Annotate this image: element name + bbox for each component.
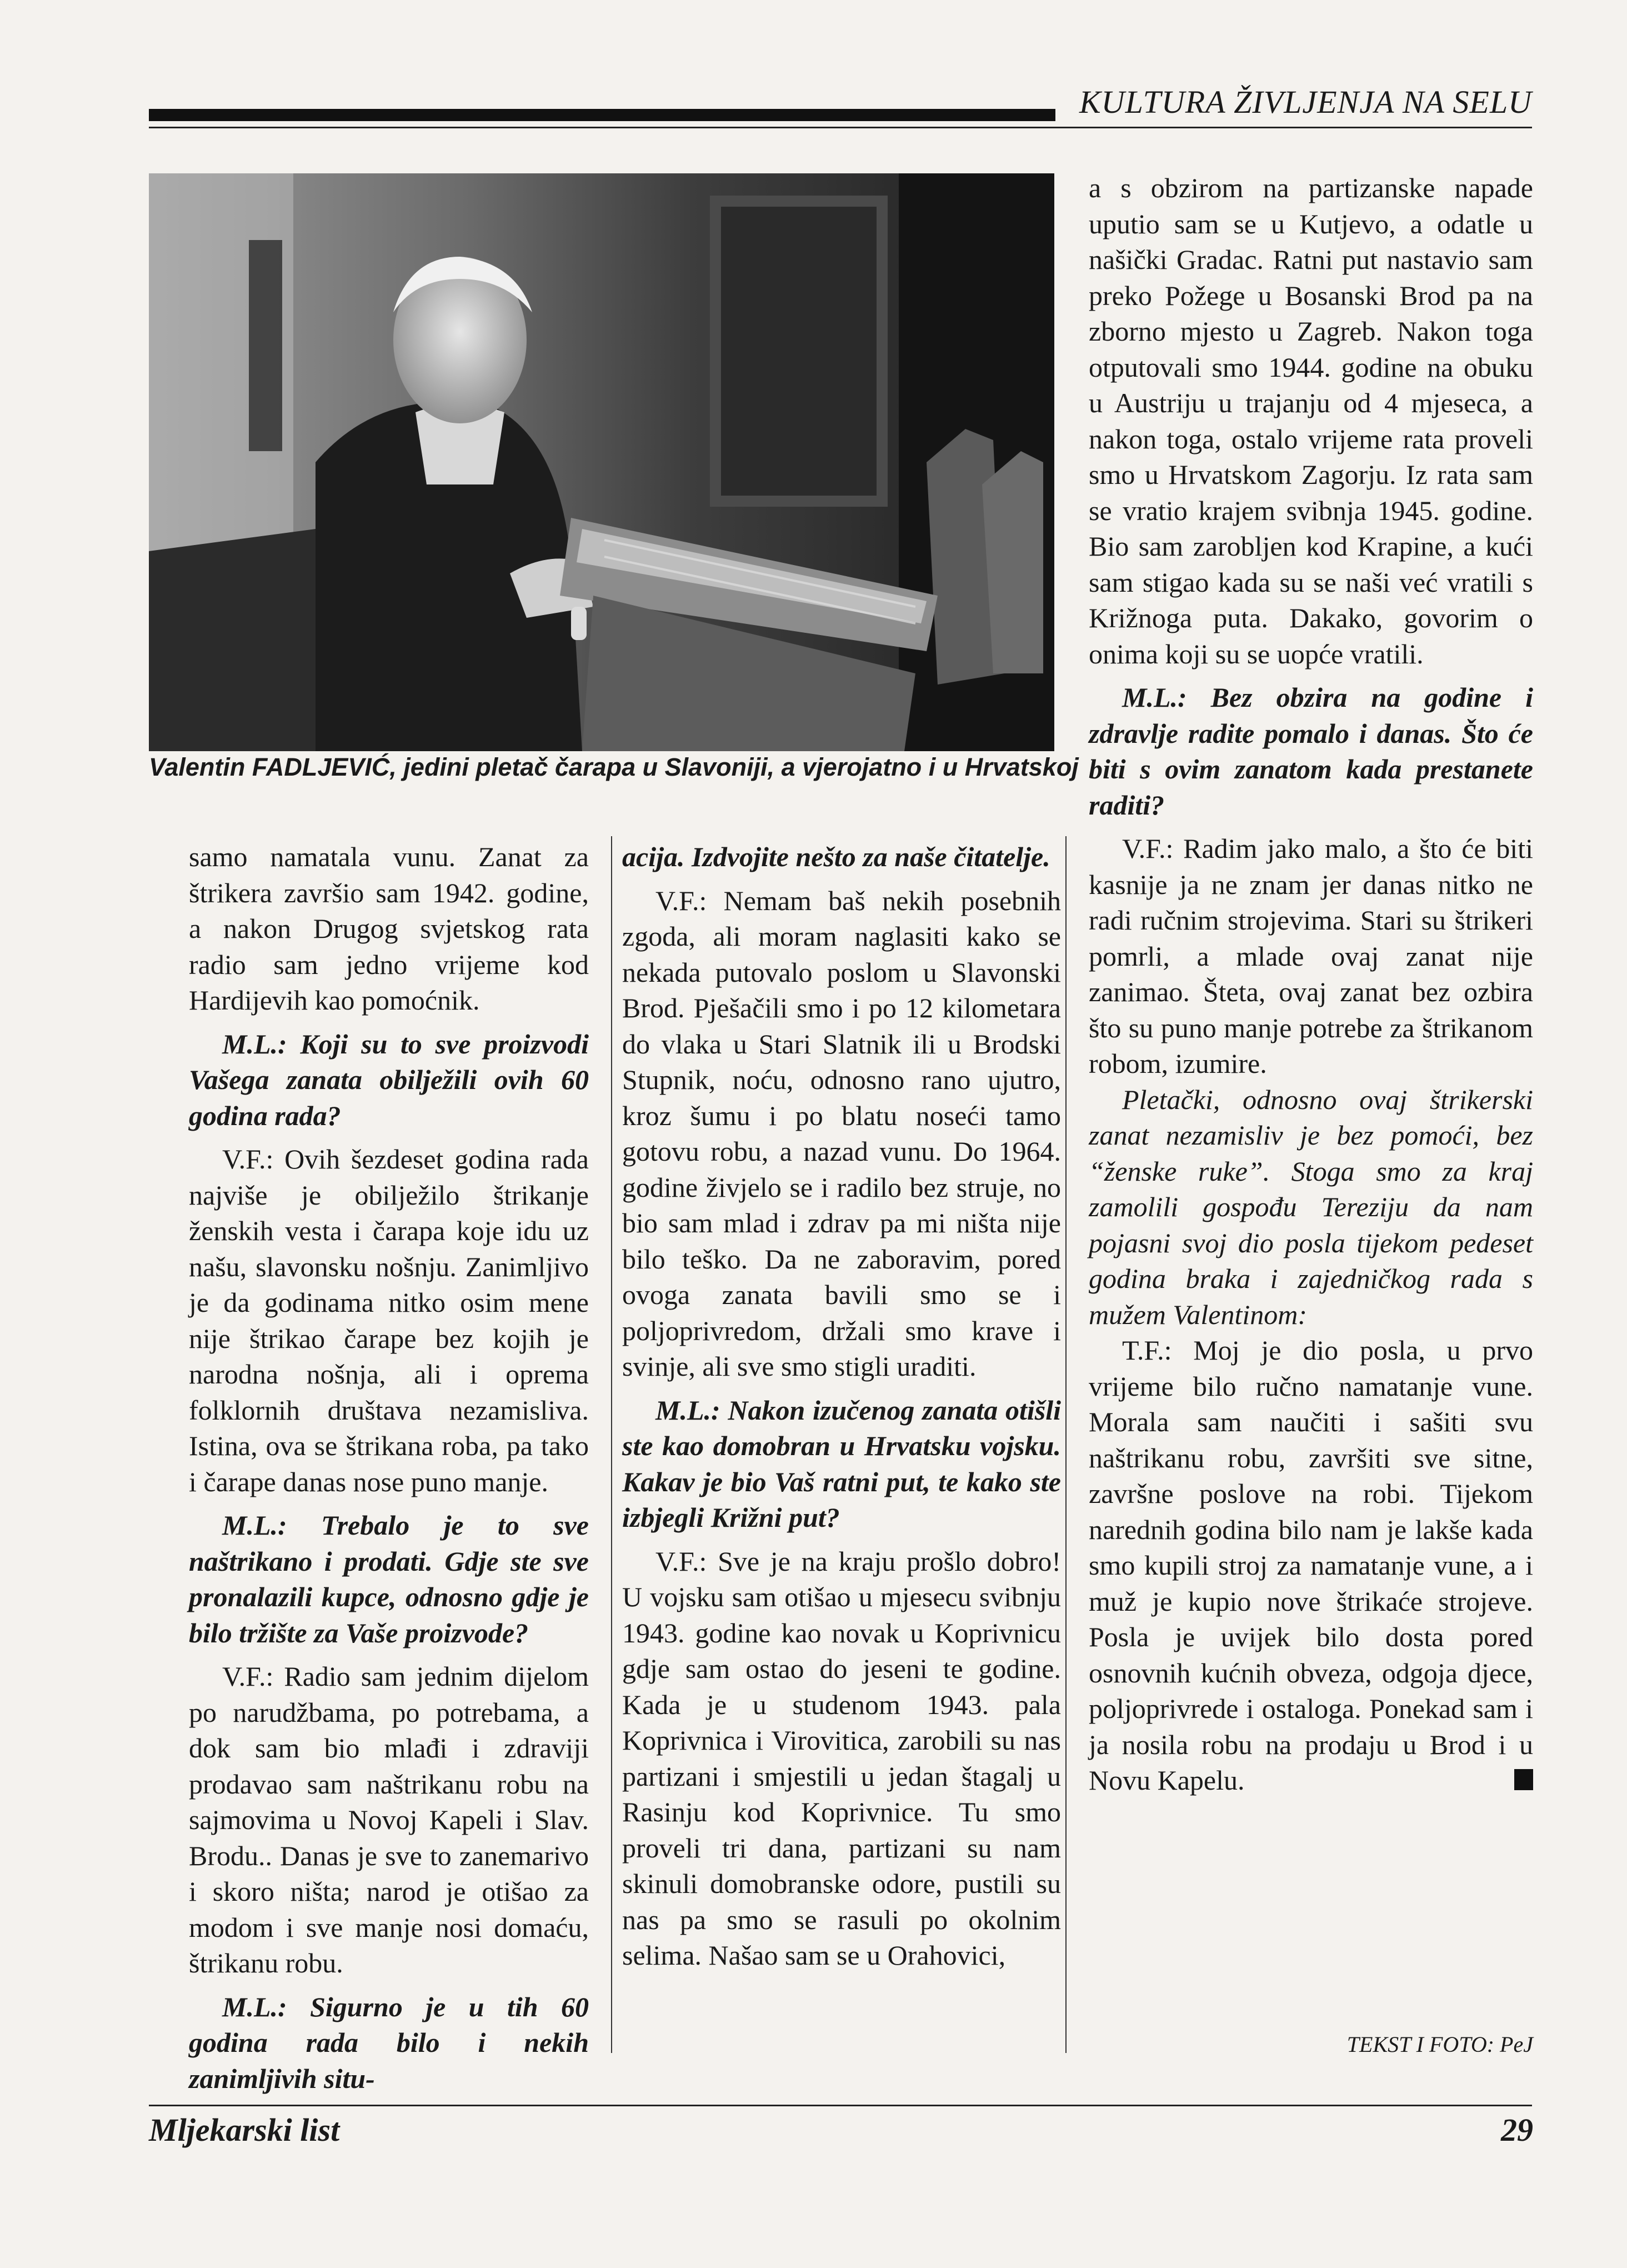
interview-question: M.L.: Koji su to sve proizvodi Vašega zanata obilježili ovih 60 godina rada? — [189, 1028, 589, 1131]
section-title: KULTURA ŽIVLJENJA NA SELU — [1079, 84, 1532, 120]
interview-question: M.L.: Nakon izučenog zanata otišli ste kao domobran u Hrvatsku vojsku. Kakav je bio Vaš ratni put, te kako ste izbjegli Križni put? — [622, 1394, 1061, 1533]
answer-text: T.F.: Moj je dio posla, u prvo vrijeme bilo ručno namatanje vune. Morala sam naučiti i sašiti svu naštrikanu robu, završiti sve sitne, završne poslove na robi. Tijekom narednih godina bilo nam je lakše kada smo kupili stroj za namatanje vune, a i muž je kupio nove štrikaće strojeve. Posla je uvijek bilo dosta pored osnovnih kućnih obveza, odgoja djece, poljoprivrede i ostaloga. Ponekad sam i ja nosila robu na prodaju u Brod i u Novu Kapelu. — [1089, 1335, 1533, 1796]
interview-question: M.L.: Bez obzira na godine i zdravlje radite pomalo i danas. Što će biti s ovim zanatom kada prestanete raditi? — [1089, 682, 1533, 821]
paragraph: samo namatala vunu. Zanat za štrikera završio sam 1942. godine, a nakon Drugog svjetskog rata radio sam jedno vrijeme kod Hardijevih kao pomoćnik. — [189, 841, 589, 1016]
header-bar — [149, 109, 1055, 121]
column-divider — [611, 836, 612, 2053]
footer-rule — [149, 2105, 1532, 2106]
interview-question: M.L.: Sigurno je u tih 60 godina rada bilo i nekih zanimljivih situ- — [189, 1991, 589, 2094]
page-number: 29 — [1501, 2112, 1533, 2148]
paragraph: a s obzirom na partizanske napade uputio sam se u Kutjevo, a odatle u našički Gradac. Ratni put nastavio sam preko Požege u Bosanski Brod pa na zborno mjesto u Zagreb. Nakon toga otputovali smo 1944. godine na obuku u Austriju u trajanju od 4 mjeseca, a nakon toga, ostalo vrijeme rata proveli smo u Hrvatskom Zagorju. Iz rata sam se vratio krajem svibnja 1945. godine. Bio sam zarobljen kod Krapine, a kući sam stigao kada su se naši već vratili s Križnoga puta. Dakako, govorim o onima koji su se uopće vratili. — [1089, 172, 1533, 670]
end-of-article-mark — [1514, 1769, 1533, 1790]
photo-text-credit: TEKST I FOTO: PeJ — [1346, 2032, 1533, 2057]
article-column-3 — [1089, 170, 1533, 1799]
photo-knitting-machine-operator — [149, 173, 1054, 751]
article-photo — [149, 173, 1054, 751]
interview-question: acija. Izdvojite nešto za naše čitatelje. — [622, 841, 1050, 872]
interview-answer: V.F.: Nemam baš nekih posebnih zgoda, ali moram naglasiti kako se nekada putovalo poslom u Slavonski Brod. Pješačili smo i po 12 kilometara do vlaka u Stari Slatnik ili u Brodski Stupnik, noću, odnosno rano ujutro, kroz šumu i po blatu noseći tamo gotovu robu, a nazad vunu. Do 1964. godine živjelo se i radilo bez struje, no bio sam mlad i zdrav pa mi ništa nije bilo teško. Da ne zaboravim, pored ovoga zanata bavili smo se i poljoprivredom, držali smo krave i svinje, ali sve smo stigli uraditi. — [622, 885, 1061, 1382]
journal-name: Mljekarski list — [149, 2112, 340, 2148]
interview-answer: V.F.: Radio sam jednim dijelom po narudžbama, po potrebama, a dok sam bio mlađi i zdraviji prodavao sam naštrikanu robu na sajmovima u Novoj Kapeli i Slav. Brodu.. Danas je sve to zanemarivo i skoro ništa; narod je otišao za modom i sve manje nosi domaću, štrikanu robu. — [189, 1661, 589, 1979]
editorial-note: Pletački, odnosno ovaj štrikerski zanat nezamisliv je bez pomoći, bez “ženske ruke”. Stoga smo za kraj zamolili gospođu Tereziju da nam pojasni svoj dio posla tijekom pedeset godina braka i zajedničkog rada s mužem Valentinom: — [1089, 1083, 1533, 1330]
header-rule — [149, 127, 1532, 128]
interview-answer: V.F.: Ovih šezdeset godina rada najviše je obilježilo štrikanje ženskih vesta i čarapa koje idu uz našu, slavonsku nošnju. Zanimljivo je da godinama nitko osim mene nije štrikao čarape bez kojih je narodna nošnja, ali i oprema folklornih društava nezamisliva. Istina, ova se štrikana roba, pa tako i čarape danas nose puno manje. — [189, 1143, 589, 1497]
article-column-1 — [189, 839, 589, 2104]
interview-answer: V.F.: Sve je na kraju prošlo dobro! U vojsku sam otišao u mjesecu svibnju 1943. godine kao novak u Koprivnicu gdje sam ostao do jeseni te godine. Kada je u studenom 1943. pala Koprivnica i Virovitica, zarobili su nas partizani i smjestili u jedan štagalj u Rasinju kod Koprivnice. Tu smo proveli tri dana, partizani su nam skinuli domobranske odore, pustili su nas pa smo se rasuli po okolnim selima. Našao sam se u Orahovici, — [622, 1545, 1061, 1971]
interview-question: M.L.: Trebalo je to sve naštrikano i prodati. Gdje ste sve pronalazili kupce, odnosno gdje je bilo tržište za Vaše proizvode? — [189, 1510, 589, 1648]
photo-caption: Valentin FADLJEVIĆ, jedini pletač čarapa u Slavoniji, a vjerojatno i u Hrvatskoj — [149, 753, 1079, 781]
interview-answer — [1089, 1332, 1533, 1799]
interview-answer: V.F.: Radim jako malo, a što će biti kasnije ja ne znam jer danas nitko ne radi ručnim strojevima. Stari su štrikeri pomrli, a mlade ovaj zanat nije zanimao. Šteta, ovaj zanat bez ozbira što su puno manje potrebe za štrikanom robom, izumire. — [1089, 833, 1533, 1079]
column-divider — [1065, 836, 1067, 2053]
article-column-2 — [622, 839, 1061, 1974]
